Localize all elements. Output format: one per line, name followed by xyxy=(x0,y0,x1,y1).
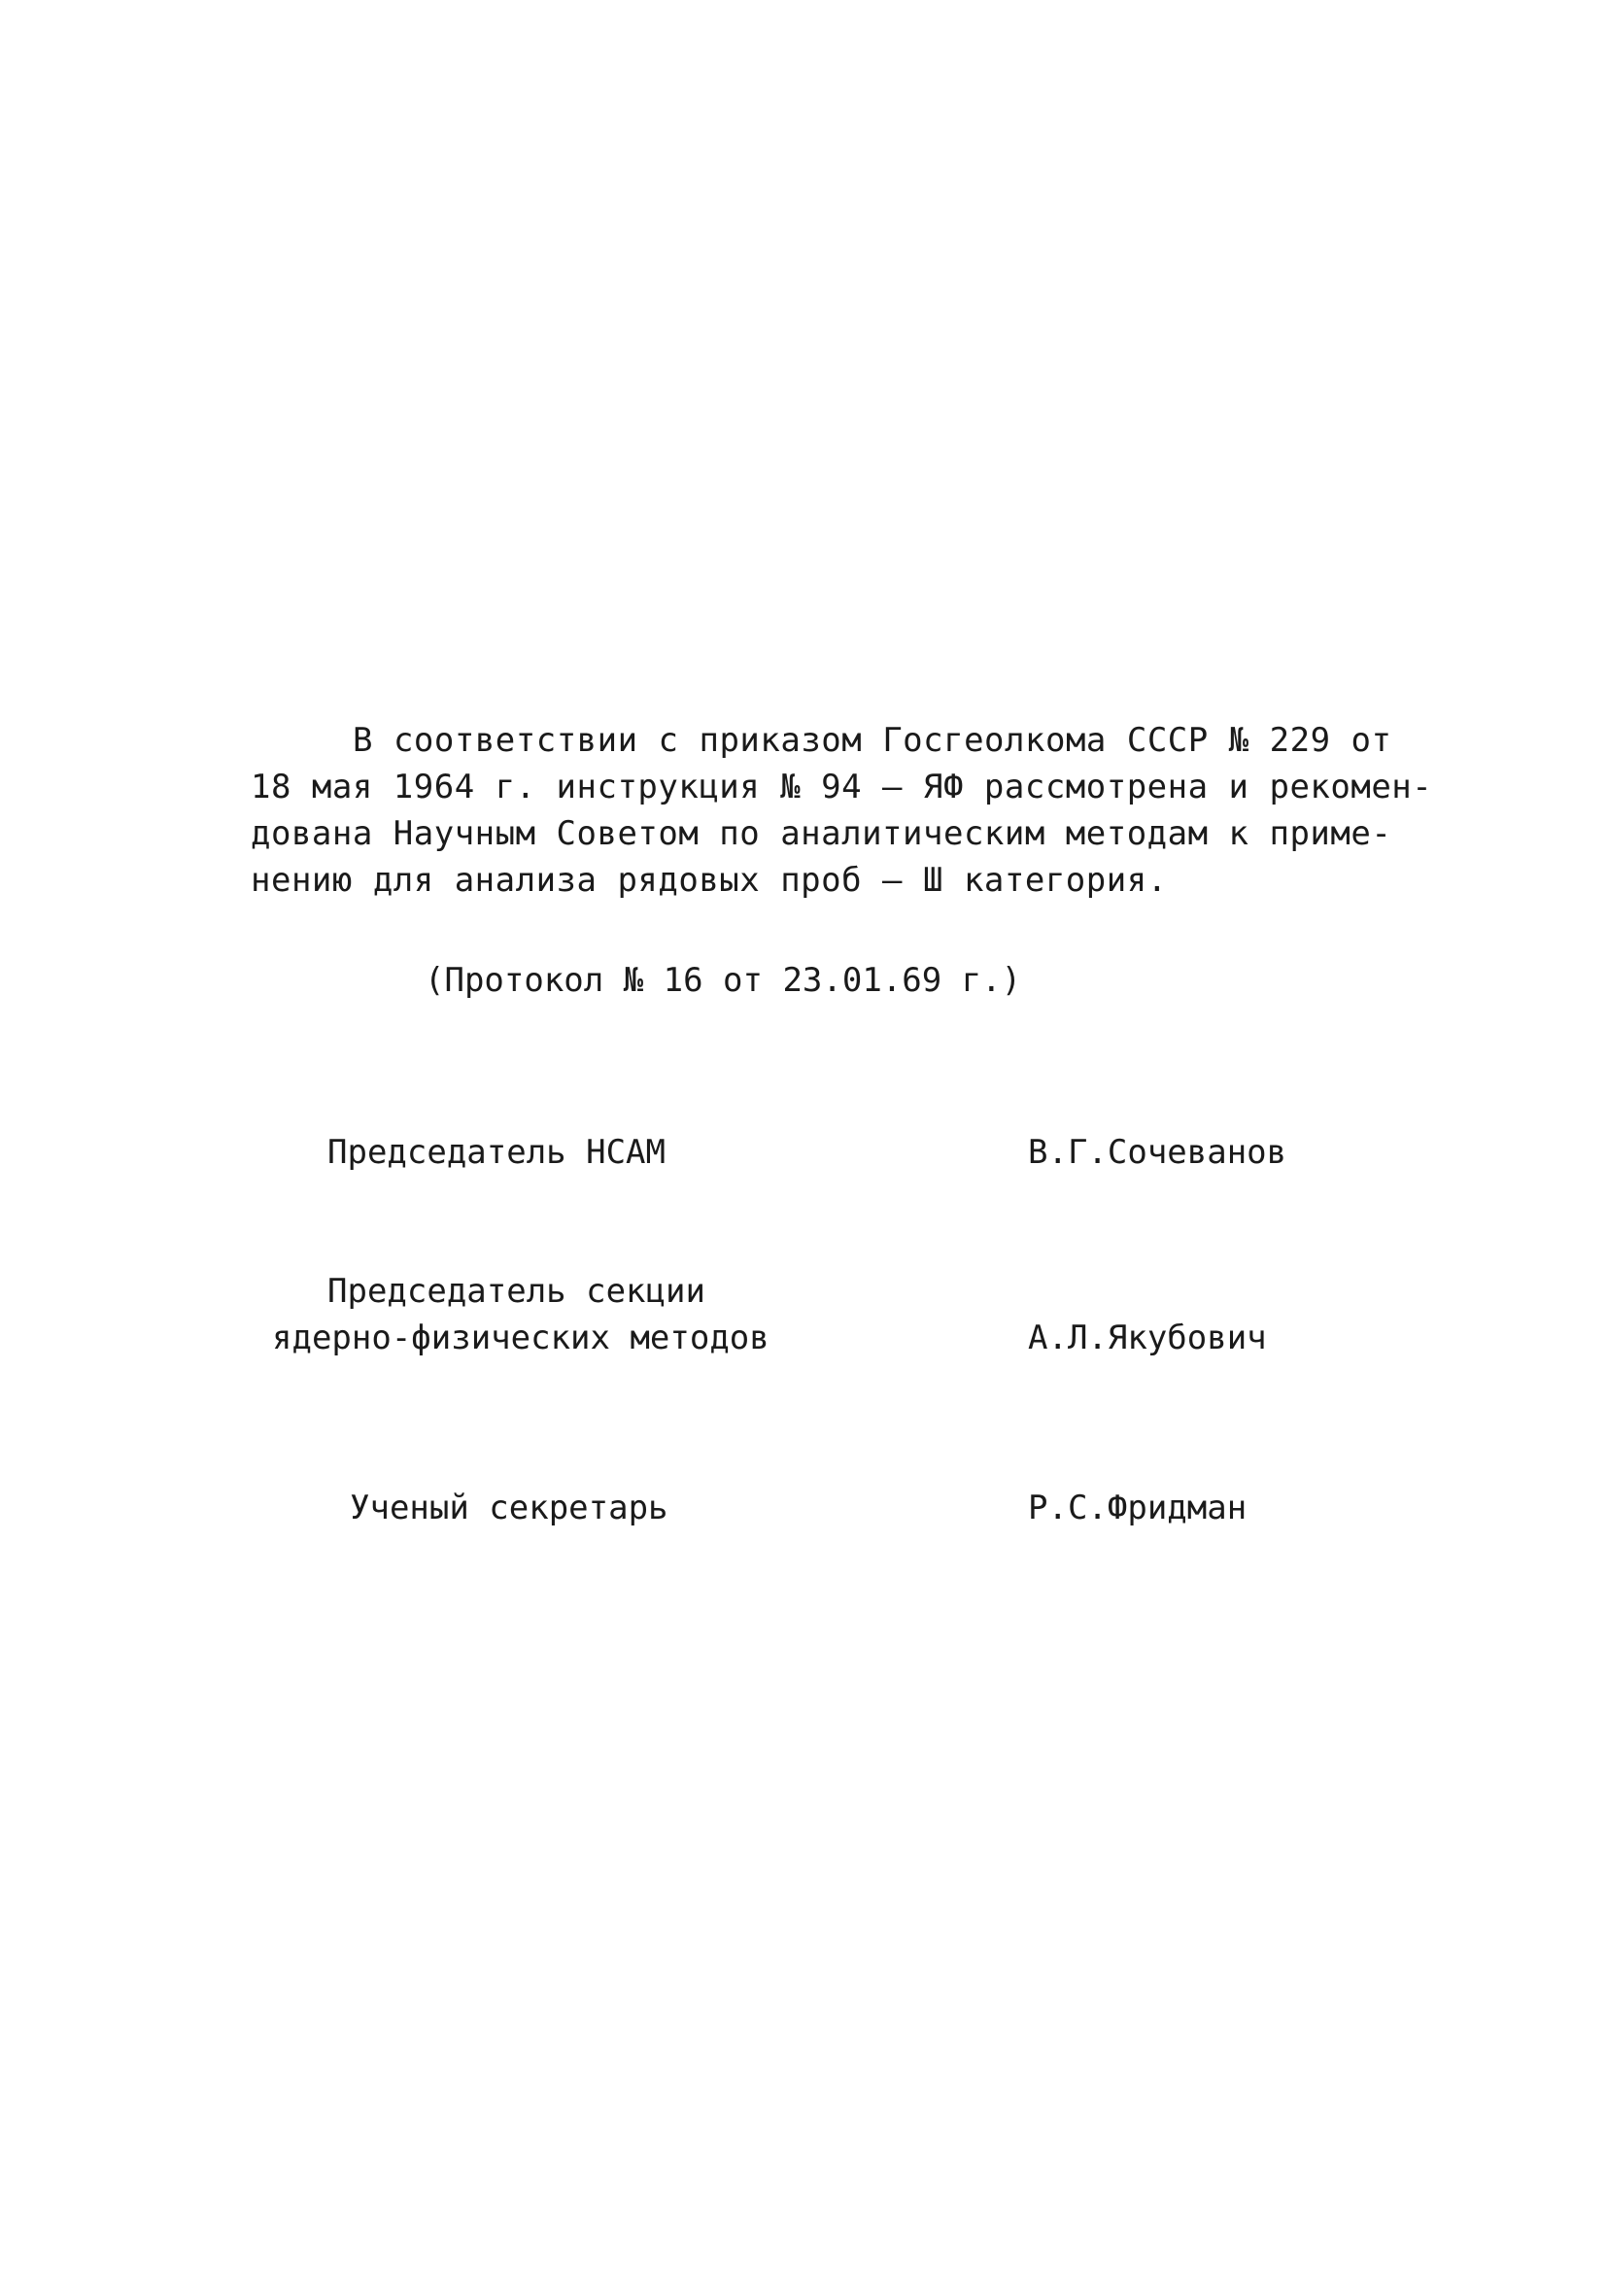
paragraph-line: 18 мая 1964 г. инструкция № 94 – ЯФ рассмотрена и рекомен- xyxy=(251,768,1433,806)
paragraph-line: дована Научным Советом по аналитическим методам к приме- xyxy=(251,814,1392,853)
signature-role-secretary: Ученый секретарь xyxy=(350,1489,668,1527)
protocol-reference: (Протокол № 16 от 23.01.69 г.) xyxy=(425,961,1022,1000)
paragraph-line: В соответствии с приказом Госгеолкома СССР № 229 от xyxy=(353,721,1392,760)
signature-name-section-chairman: А.Л.Якубович xyxy=(1028,1319,1267,1357)
signature-name-secretary: Р.С.Фридман xyxy=(1028,1489,1248,1527)
signature-role-section-chairman: Председатель секции xyxy=(327,1272,705,1311)
signature-name-chairman: В.Г.Сочеванов xyxy=(1028,1133,1287,1172)
approval-paragraph xyxy=(251,717,1433,904)
paragraph-line: нению для анализа рядовых проб – Ш категория. xyxy=(251,861,1168,900)
signature-role-section-name: ядерно-физических методов xyxy=(272,1319,769,1357)
signature-role-chairman: Председатель НСАМ xyxy=(327,1133,666,1172)
